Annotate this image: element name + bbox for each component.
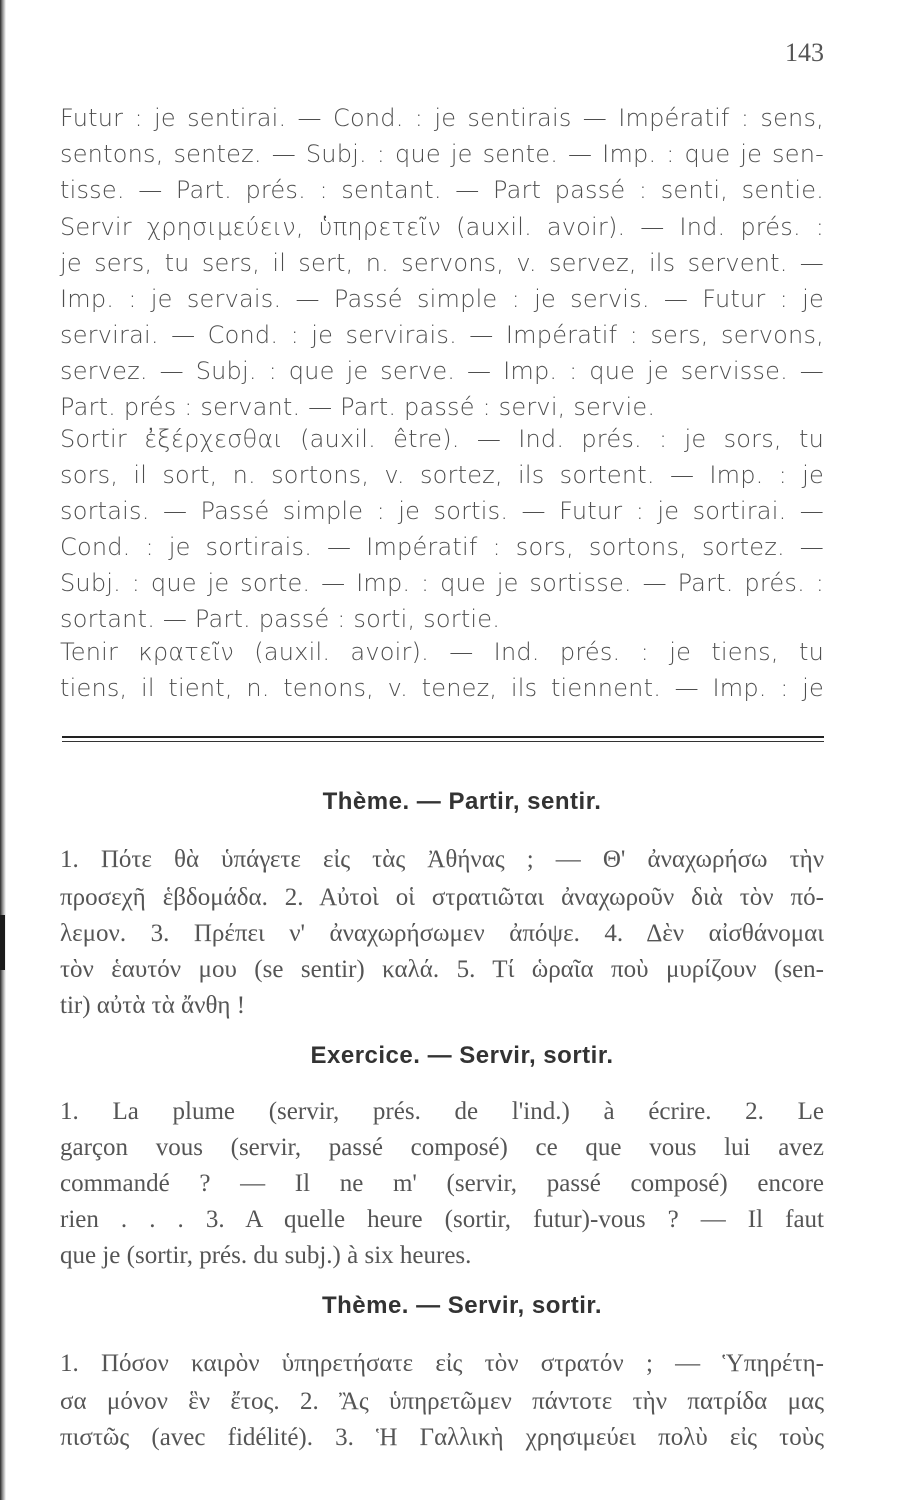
conjugation-line: sortais. — Passé simple : je sortis. — Futur : je sortirai. —: [60, 497, 824, 525]
conjugation-line: tiens, il tient, n. tenons, v. tenez, ils tiennent. — Imp. : je: [60, 674, 824, 702]
conjugation-line: Sortir ἐξέρχεσθαι (auxil. être). — Ind. prés. : je sors, tu: [60, 425, 824, 453]
conjugation-line: Cond. : je sortirais. — Impératif : sors, sortons, sortez. —: [60, 533, 824, 561]
section-divider: [62, 741, 824, 742]
section-divider: [62, 736, 824, 738]
conjugation-line: servez. — Subj. : que je serve. — Imp. : que je servisse. —: [60, 357, 824, 385]
conjugation-line: servirai. — Cond. : je servirais. — Impératif : sers, servons,: [60, 321, 824, 349]
theme2-line: σα μόνον ἓν ἔτος. 2. Ἂς ὑπηρετῶμεν πάντοτε τὴν πατρίδα μας: [60, 1388, 824, 1415]
theme2-line: 1. Πόσον καιρὸν ὑπηρετήσατε εἰς τὸν στρατόν ; — Ὑπηρέτη-: [60, 1350, 824, 1377]
conjugation-line: Tenir κρατεῖν (auxil. avoir). — Ind. prés. : je tiens, tu: [60, 638, 824, 666]
exercice-heading: Exercice. — Servir, sortir.: [310, 1042, 614, 1069]
exercice-line: 1. La plume (servir, prés. de l'ind.) à écrire. 2. Le: [60, 1098, 824, 1125]
theme1-heading: Thème. — Partir, sentir.: [322, 788, 602, 815]
theme1-line: λεμον. 3. Πρέπει ν' ἀναχωρήσωμεν ἀπόψε. 4. Δὲν αἰσθάνομαι: [60, 920, 824, 947]
conjugation-line: sors, il sort, n. sortons, v. sortez, ils sortent. — Imp. : je: [60, 461, 824, 489]
conjugation-line: Imp. : je servais. — Passé simple : je servis. — Futur : je: [60, 285, 824, 313]
conjugation-line: sortant. — Part. passé : sorti, sortie.: [60, 605, 501, 633]
exercice-line: que je (sortir, prés. du subj.) à six heures.: [60, 1242, 472, 1269]
conjugation-line: Servir χρησιμεύειν, ὑπηρετεῖν (auxil. avoir). — Ind. prés. :: [60, 213, 824, 241]
conjugation-line: tisse. — Part. prés. : sentant. — Part passé : senti, sentie.: [60, 176, 824, 204]
page-edge-shadow: [0, 0, 6, 1500]
conjugation-line: Part. prés : servant. — Part. passé : servi, servie.: [60, 393, 656, 421]
exercice-line: rien . . . 3. A quelle heure (sortir, futur)-vous ? — Il faut: [60, 1206, 824, 1233]
conjugation-line: je sers, tu sers, il sert, n. servons, v. servez, ils servent. —: [60, 249, 824, 277]
conjugation-line: Futur : je sentirai. — Cond. : je sentirais — Impératif : sens,: [60, 104, 824, 132]
theme1-line: 1. Πότε θὰ ὑπάγετε εἰς τὰς Ἀθήνας ; — Θ' ἀναχωρήσω τὴν: [60, 846, 824, 873]
theme1-line: tir) αὐτὰ τὰ ἄνθη !: [60, 992, 246, 1019]
theme2-line: πιστῶς (avec fidélité). 3. Ἡ Γαλλικὴ χρησιμεύει πολὺ εἰς τοὺς: [60, 1424, 824, 1451]
exercice-line: commandé ? — Il ne m' (servir, passé composé) encore: [60, 1170, 824, 1197]
conjugation-line: Subj. : que je sorte. — Imp. : que je sortisse. — Part. prés. :: [60, 569, 824, 597]
page-number: 143: [785, 38, 824, 67]
page-edge-mark: [0, 915, 5, 970]
theme1-line: τὸν ἑαυτόν μου (se sentir) καλά. 5. Τί ὡραῖα ποὺ μυρίζουν (sen-: [60, 956, 824, 983]
exercice-line: garçon vous (servir, passé composé) ce que vous lui avez: [60, 1134, 824, 1161]
theme1-line: προσεχῆ ἑβδομάδα. 2. Αὐτοὶ οἱ στρατιῶται ἀναχωροῦν διὰ τὸν πό-: [60, 884, 824, 911]
conjugation-line: sentons, sentez. — Subj. : que je sente. — Imp. : que je sen-: [60, 140, 824, 168]
theme2-heading: Thème. — Servir, sortir.: [321, 1292, 603, 1319]
